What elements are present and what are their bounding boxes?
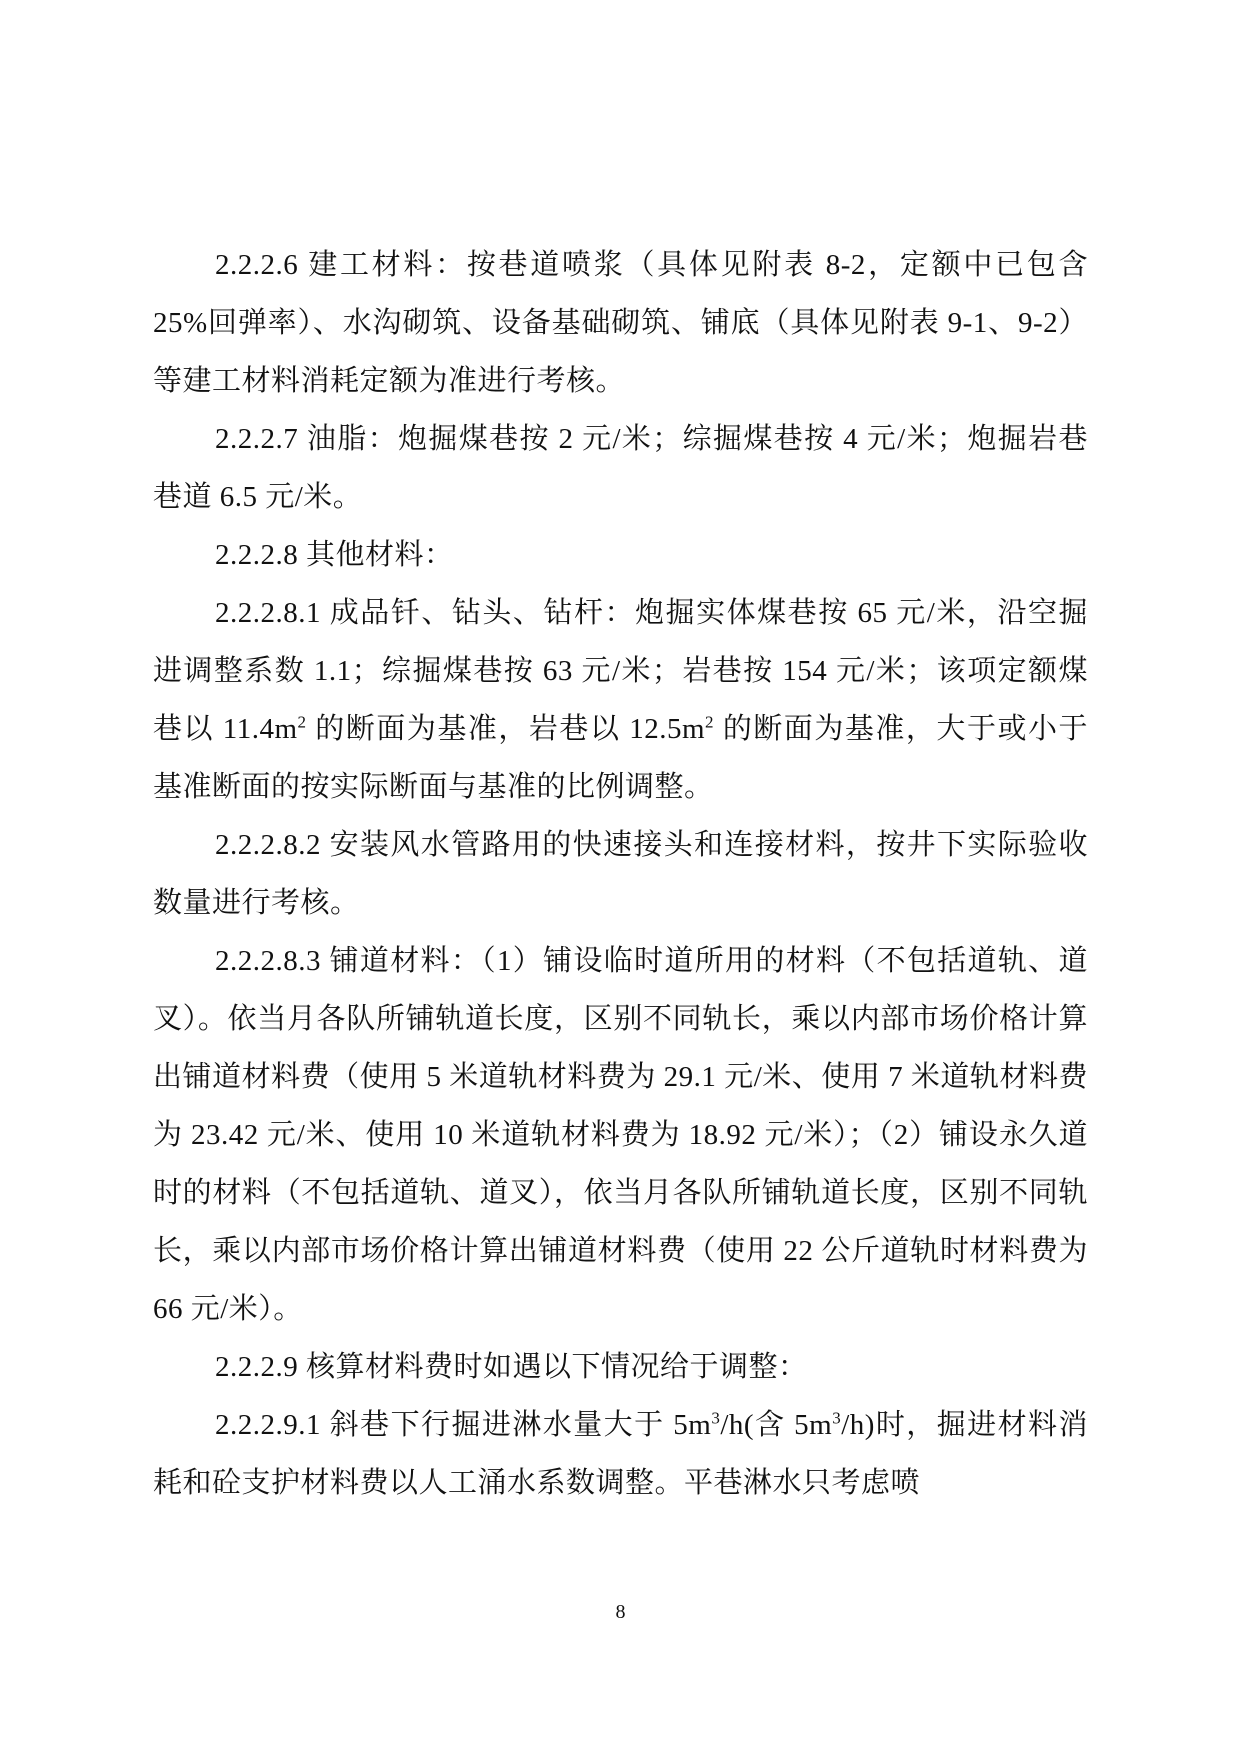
superscript: 2 (297, 712, 307, 732)
text-segment: /h(含 5m (720, 1409, 833, 1441)
text-segment: /h)时，掘进材料消耗和砼支护材料费以人工涌水系数调整。平巷淋水只考虑喷 (153, 1409, 1089, 1499)
text-segment: 2.2.2.8.1 成品钎、钻头、钻杆：炮掘实体煤巷按 65 元/米，沿空掘进调整系数 1.1；综掘煤巷按 63 元/米；岩巷按 154 元/米；该项定额煤巷以 11.4m (153, 597, 1088, 745)
paragraph-2-2-2-8-3: 2.2.2.8.3 铺道材料：（1）铺设临时道所用的材料（不包括道轨、道叉）。依当月各队所铺轨道长度，区别不同轨长，乘以内部市场价格计算出铺道材料费（使用 5 米道轨材料费为 29.1 元/米、使用 7 米道轨材料费为 23.42 元/米、使用 10 米道轨材料费为 18.92 元/米）；（2）铺设永久道时的材料（不包括道轨、道叉），依当月各队所铺轨道长度，区别不同轨长，乘以内部市场价格计算出铺道材料费（使用 22 公斤道轨时材料费为 66 元/米）。 (153, 945, 1088, 1325)
paragraph-2-2-2-8: 2.2.2.8 其他材料： (215, 539, 454, 571)
paragraph-2-2-2-8-1 (153, 584, 1088, 816)
page-number: 8 (615, 1601, 626, 1623)
paragraph-2-2-2-7: 2.2.2.7 油脂：炮掘煤巷按 2 元/米；综掘煤巷按 4 元/米；炮掘岩巷巷道 6.5 元/米。 (153, 423, 1088, 513)
text-segment: 的断面为基准，岩巷以 12.5m (306, 713, 706, 745)
paragraph-2-2-2-9-1 (153, 1396, 1088, 1512)
superscript: 2 (705, 712, 715, 732)
paragraph-2-2-2-9: 2.2.2.9 核算材料费时如遇以下情况给于调整： (215, 1351, 808, 1383)
text-segment: 2.2.2.9.1 斜巷下行掘进淋水量大于 5m (215, 1409, 712, 1441)
paragraph-2-2-2-6: 2.2.2.6 建工材料：按巷道喷浆（具体见附表 8-2，定额中已包含 25%回弹率）、水沟砌筑、设备基础砌筑、铺底（具体见附表 9-1、9-2）等建工材料消耗定额为准进行考核。 (153, 249, 1088, 397)
text-segment: 的断面为基准，大于或小于基准断面的按实际断面与基准的比例调整。 (153, 713, 1088, 803)
body-text (153, 236, 1088, 1512)
paragraph-2-2-2-8-2: 2.2.2.8.2 安装风水管路用的快速接头和连接材料，按井下实际验收数量进行考核。 (153, 829, 1088, 919)
superscript: 3 (711, 1408, 721, 1428)
superscript: 3 (832, 1408, 842, 1428)
